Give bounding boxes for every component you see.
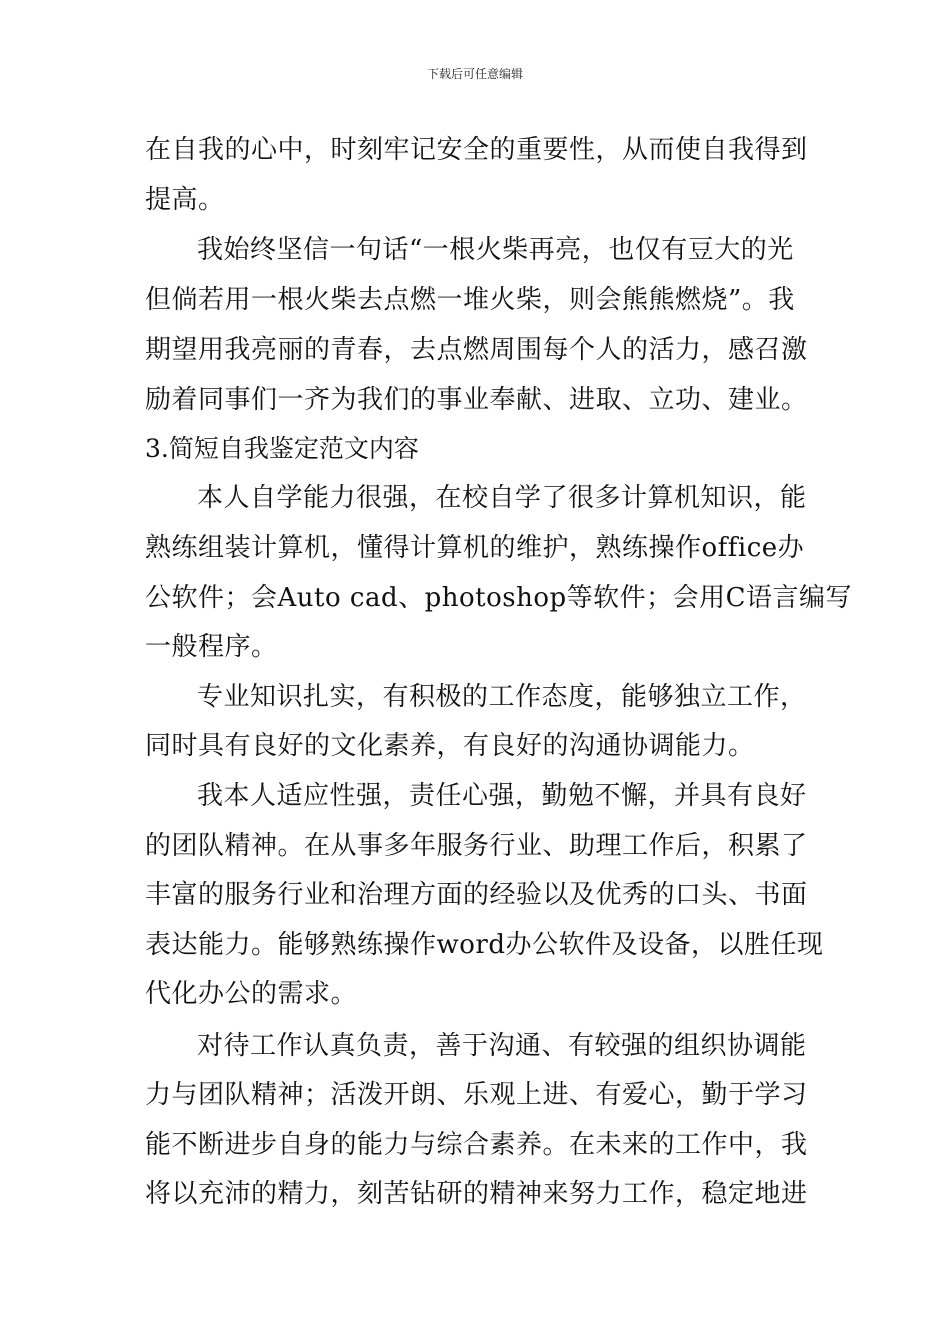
paragraph-line: 表达能力。能够熟练操作word办公软件及设备，以胜任现 — [145, 930, 824, 960]
paragraph-line: 但倘若用一根火柴去点燃一堆火柴，则会熊熊燃烧”。我 — [145, 285, 795, 315]
section-heading: 3.简短自我鉴定范文内容 — [145, 434, 419, 463]
paragraph-line: 提高。 — [145, 185, 225, 215]
paragraph-line: 丰富的服务行业和治理方面的经验以及优秀的口头、书面 — [145, 880, 808, 910]
paragraph-line: 我始终坚信一句话“一根火柴再亮，也仅有豆大的光 — [197, 235, 794, 265]
page-header-note: 下载后可任意编辑 — [426, 67, 523, 81]
paragraph-line: 专业知识扎实，有积极的工作态度，能够独立工作， — [197, 682, 807, 712]
paragraph-line: 将以充沛的精力，刻苦钻研的精神来努力工作，稳定地进 — [145, 1179, 808, 1209]
paragraph-line: 公软件；会Auto cad、photoshop等软件；会用C语言编写 — [145, 583, 853, 613]
paragraph-line: 在自我的心中，时刻牢记安全的重要性，从而使自我得到 — [145, 135, 808, 165]
paragraph-line: 能不断进步自身的能力与综合素养。在未来的工作中，我 — [145, 1130, 808, 1160]
paragraph-line: 我本人适应性强，责任心强，勤勉不懈，并具有良好 — [197, 781, 807, 811]
paragraph-line: 本人自学能力很强，在校自学了很多计算机知识，能 — [197, 483, 807, 513]
paragraph-line: 励着同事们一齐为我们的事业奉献、进取、立功、建业。 — [145, 385, 808, 415]
paragraph-line: 一般程序。 — [145, 632, 278, 662]
paragraph-line: 力与团队精神；活泼开朗、乐观上进、有爱心，勤于学习 — [145, 1080, 808, 1110]
paragraph-line: 代化办公的需求。 — [145, 979, 358, 1009]
paragraph-line: 的团队精神。在从事多年服务行业、助理工作后，积累了 — [145, 831, 808, 861]
paragraph-line: 期望用我亮丽的青春，去点燃周围每个人的活力，感召激 — [145, 335, 808, 365]
paragraph-line: 熟练组装计算机，懂得计算机的维护，熟练操作office办 — [145, 533, 805, 563]
paragraph-line: 对待工作认真负责，善于沟通、有较强的组织协调能 — [197, 1031, 807, 1061]
paragraph-line: 同时具有良好的文化素养，有良好的沟通协调能力。 — [145, 731, 755, 761]
